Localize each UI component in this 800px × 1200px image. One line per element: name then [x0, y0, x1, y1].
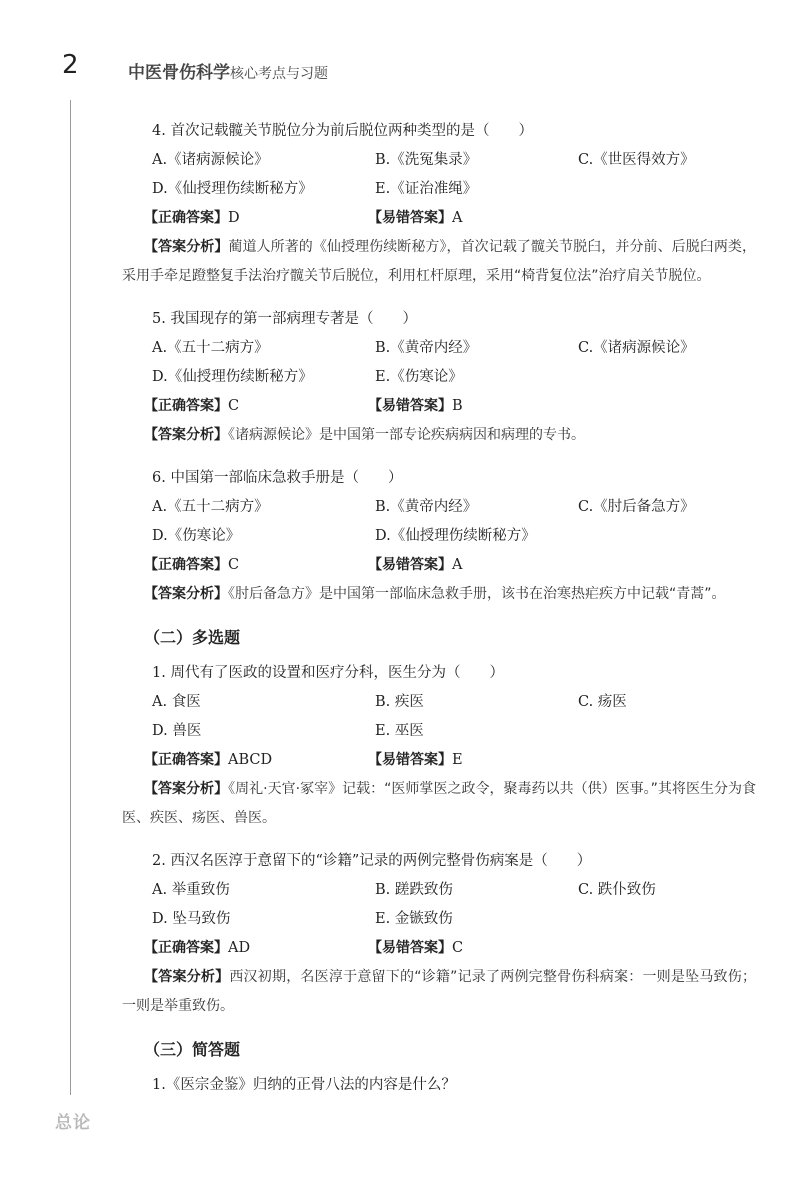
analysis-label: 【答案分析】	[144, 427, 228, 443]
options-row	[122, 688, 756, 717]
answer-analysis	[122, 963, 756, 1021]
analysis-label: 【答案分析】	[144, 969, 230, 985]
question-stem: 6. 中国第一部临床急救手册是（ ）	[152, 470, 403, 486]
correct-answer-value: AD	[228, 940, 251, 956]
correct-answer	[144, 934, 250, 963]
wrong-answer-label: 【易错答案】	[368, 398, 452, 414]
wrong-answer-value: E	[452, 752, 463, 768]
correct-answer-label: 【正确答案】	[144, 752, 228, 768]
option-d: D.《伤寒论》	[152, 528, 241, 544]
correct-answer-value: ABCD	[228, 752, 273, 768]
option-d: D. 坠马致伤	[152, 911, 231, 927]
option-a: A.《五十二病方》	[152, 340, 269, 356]
option-e: E. 金镞致伤	[375, 911, 453, 927]
options-row	[122, 876, 756, 905]
page-number: 2	[62, 50, 79, 80]
correct-answer-value: C	[228, 557, 240, 573]
wrong-answer	[368, 551, 462, 580]
correct-answer	[144, 204, 240, 233]
answer-analysis	[122, 233, 756, 291]
analysis-text: 蔺道人所著的《仙授理伤续断秘方》，首次记载了髋关节脱臼，并分前、后脱臼两类，采用手牵足蹬整复手法治疗髋关节后脱位，利用杠杆原理，采用“椅背复位法”治疗肩关节脱位。	[122, 239, 757, 284]
option-d: D.《仙授理伤续断秘方》	[152, 369, 313, 385]
answer-row	[122, 551, 756, 580]
answer-row	[122, 204, 756, 233]
correct-answer-label: 【正确答案】	[144, 557, 228, 573]
book-title-main: 中医骨伤科学	[128, 63, 230, 83]
analysis-text: 《肘后备急方》是中国第一部临床急救手册，该书在治寒热疟疾方中记载“青蒿”。	[228, 586, 726, 602]
option-e: E. 巫医	[375, 723, 424, 739]
options-row	[122, 175, 756, 204]
answer-analysis	[122, 775, 756, 833]
option-e: E.《证治准绳》	[375, 181, 478, 197]
option-a: A.《五十二病方》	[152, 499, 269, 515]
option-b: B.《黄帝内经》	[375, 340, 478, 356]
question-6	[122, 464, 756, 609]
correct-answer	[144, 746, 272, 775]
options-row	[122, 522, 756, 551]
option-a: A. 食医	[152, 694, 201, 710]
option-e: E.《伤寒论》	[375, 369, 463, 385]
analysis-label: 【答案分析】	[144, 586, 228, 602]
page-content	[122, 117, 756, 1100]
question-multi-1	[122, 659, 756, 833]
correct-answer-label: 【正确答案】	[144, 940, 228, 956]
option-b: B. 蹉跌致伤	[375, 882, 453, 898]
wrong-answer	[368, 204, 462, 233]
question-stem: 2. 西汉名医淳于意留下的“诊籍”记录的两例完整骨伤病案是（ ）	[152, 853, 592, 869]
option-b: B.《黄帝内经》	[375, 499, 478, 515]
wrong-answer	[368, 934, 463, 963]
question-stem: 1.《医宗金鉴》归纳的正骨八法的内容是什么？	[152, 1077, 456, 1093]
answer-row	[122, 746, 756, 775]
correct-answer	[144, 392, 239, 421]
correct-answer-value: C	[228, 398, 240, 414]
wrong-answer-label: 【易错答案】	[368, 210, 452, 226]
option-e: D.《仙授理伤续断秘方》	[375, 528, 536, 544]
question-stem: 1. 周代有了医政的设置和医疗分科，医生分为（ ）	[152, 665, 504, 681]
question-short-1	[122, 1071, 756, 1100]
option-c: C.《诸病源候论》	[578, 340, 695, 356]
wrong-answer-value: B	[452, 398, 463, 414]
option-c: C. 疡医	[578, 694, 627, 710]
wrong-answer	[368, 392, 463, 421]
wrong-answer-value: A	[452, 210, 463, 226]
options-row	[122, 905, 756, 934]
wrong-answer-value: A	[452, 557, 463, 573]
question-5	[122, 305, 756, 450]
option-c: C.《世医得效方》	[578, 152, 695, 168]
question-multi-2	[122, 847, 756, 1021]
margin-rule	[70, 100, 71, 1095]
question-stem: 4. 首次记载髋关节脱位分为前后脱位两种类型的是（ ）	[152, 123, 533, 139]
correct-answer	[144, 551, 239, 580]
answer-row	[122, 934, 756, 963]
correct-answer-label: 【正确答案】	[144, 210, 228, 226]
option-d: D. 兽医	[152, 723, 202, 739]
section-heading-short-answer: （三）简答题	[144, 1040, 241, 1059]
question-stem: 5. 我国现存的第一部病理专著是（ ）	[152, 311, 417, 327]
book-title	[128, 58, 328, 83]
section-heading-multiple-choice: （二）多选题	[144, 628, 241, 647]
book-title-subtitle: 核心考点与习题	[230, 66, 328, 82]
option-b: B.《洗冤集录》	[375, 152, 478, 168]
option-a: A.《诸病源候论》	[152, 152, 269, 168]
correct-answer-value: D	[228, 210, 240, 226]
wrong-answer-value: C	[452, 940, 464, 956]
analysis-text: 《诸病源候论》是中国第一部专论疾病病因和病理的专书。	[228, 427, 585, 443]
side-label: 总论	[55, 1113, 91, 1133]
answer-analysis	[122, 421, 756, 450]
analysis-label: 【答案分析】	[144, 239, 229, 255]
analysis-text: 《周礼·天官·冢宰》记载：“医师掌医之政令，聚毒药以共（供）医事。”其将医生分为食医、疾医、疡医、兽医。	[122, 781, 756, 826]
options-row	[122, 146, 756, 175]
answer-analysis	[122, 580, 756, 609]
question-4	[122, 117, 756, 291]
analysis-text: 西汉初期，名医淳于意留下的“诊籍”记录了两例完整骨伤科病案：一则是坠马致伤；一则是举重致伤。	[122, 969, 756, 1014]
option-d: D.《仙授理伤续断秘方》	[152, 181, 313, 197]
options-row	[122, 493, 756, 522]
wrong-answer-label: 【易错答案】	[368, 940, 452, 956]
wrong-answer	[368, 746, 463, 775]
option-b: B. 疾医	[375, 694, 424, 710]
answer-row	[122, 392, 756, 421]
options-row	[122, 334, 756, 363]
options-row	[122, 363, 756, 392]
option-c: C.《肘后备急方》	[578, 499, 695, 515]
options-row	[122, 717, 756, 746]
correct-answer-label: 【正确答案】	[144, 398, 228, 414]
wrong-answer-label: 【易错答案】	[368, 557, 452, 573]
option-a: A. 举重致伤	[152, 882, 230, 898]
analysis-label: 【答案分析】	[144, 781, 229, 797]
option-c: C. 跌仆致伤	[578, 882, 656, 898]
wrong-answer-label: 【易错答案】	[368, 752, 452, 768]
